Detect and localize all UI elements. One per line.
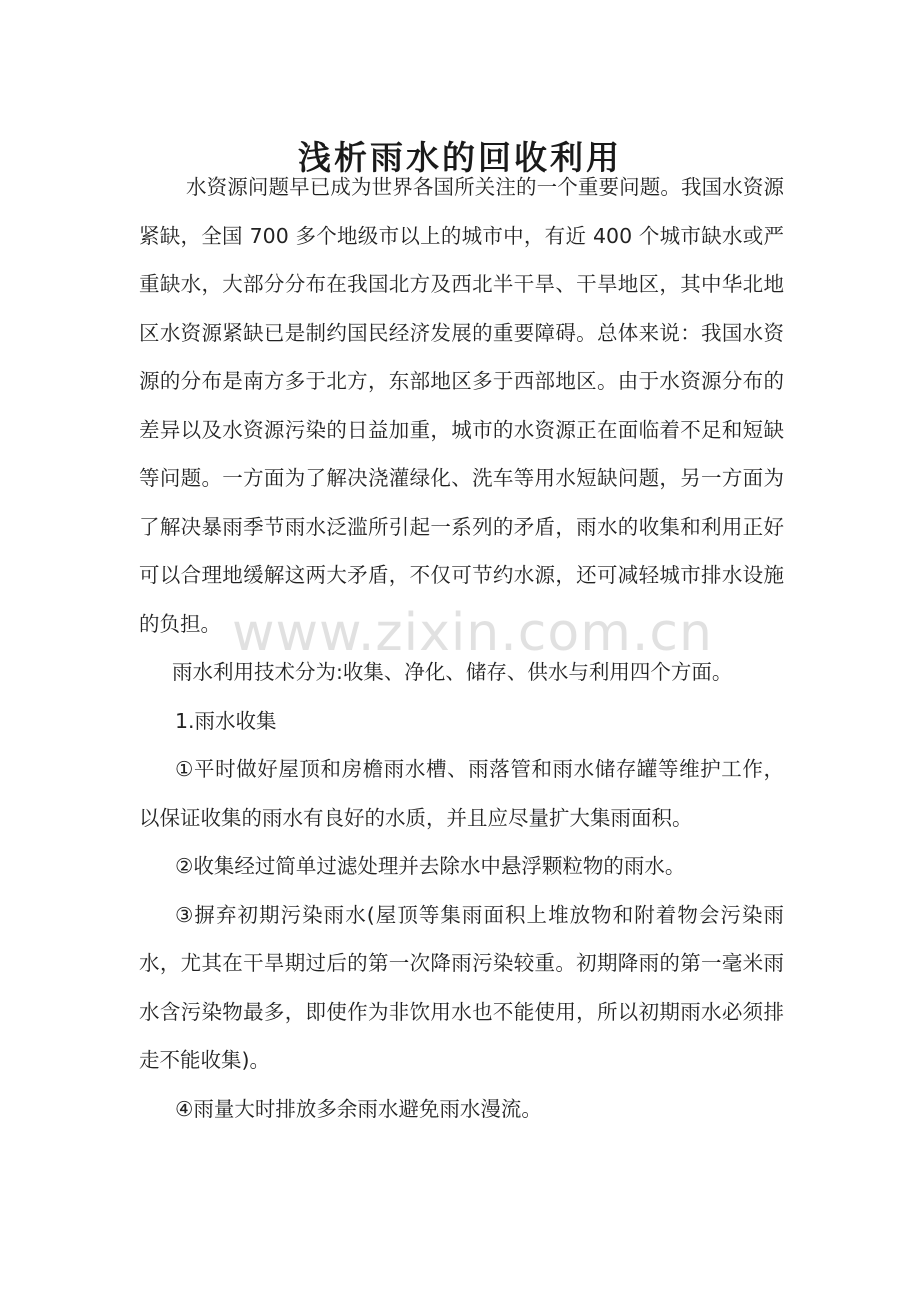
intro-paragraph: 水资源问题早已成为世界各国所关注的一个重要问题。我国水资源紧缺，全国 700 多个地级市以上的城市中，有近 400 个城市缺水或严重缺水，大部分分布在我国北方及西北半干旱、干旱地区，其中华北地区水资源紧缺已是制约国民经济发展的重要障碍。总体来说：我国水资源的分布是南方多于北方，东部地区多于西部地区。由于水资源分布的差异以及水资源污染的日益加重，城市的水资源正在面临着不足和短缺等问题。一方面为了解决浇灌绿化、洗车等用水短缺问题，另一方面为了解决暴雨季节雨水泛滥所引起一系列的矛盾，雨水的收集和利用正好可以合理地缓解这两大矛盾，不仅可节约水源，还可减轻城市排水设施的负担。 xyxy=(139,175,784,636)
summary-paragraph: 雨水利用技术分为:收集、净化、储存、供水与利用四个方面。 xyxy=(172,660,733,684)
list-item-2: ②收集经过简单过滤处理并去除水中悬浮颗粒物的雨水。 xyxy=(175,854,686,878)
list-item-4: ④雨量大时排放多余雨水避免雨水漫流。 xyxy=(175,1096,542,1121)
list-item-1: ①平时做好屋顶和房檐雨水槽、雨落管和雨水储存罐等维护工作，以保证收集的雨水有良好的水质，并且应尽量扩大集雨面积。 xyxy=(139,757,784,830)
watermark-text: www.zixin.com.cn xyxy=(232,603,713,663)
list-item-3: ③摒弃初期污染雨水(屋顶等集雨面积上堆放物和附着物会污染雨水，尤其在干旱期过后的第一次降雨污染较重。初期降雨的第一毫米雨水含污染物最多，即使作为非饮用水也不能使用，所以初期雨水必须排走不能收集)。 xyxy=(139,902,784,1072)
section-heading: 1.雨水收集 xyxy=(175,708,277,733)
document-title: 浅析雨水的回收利用 xyxy=(298,138,622,178)
document-body xyxy=(139,163,784,1133)
